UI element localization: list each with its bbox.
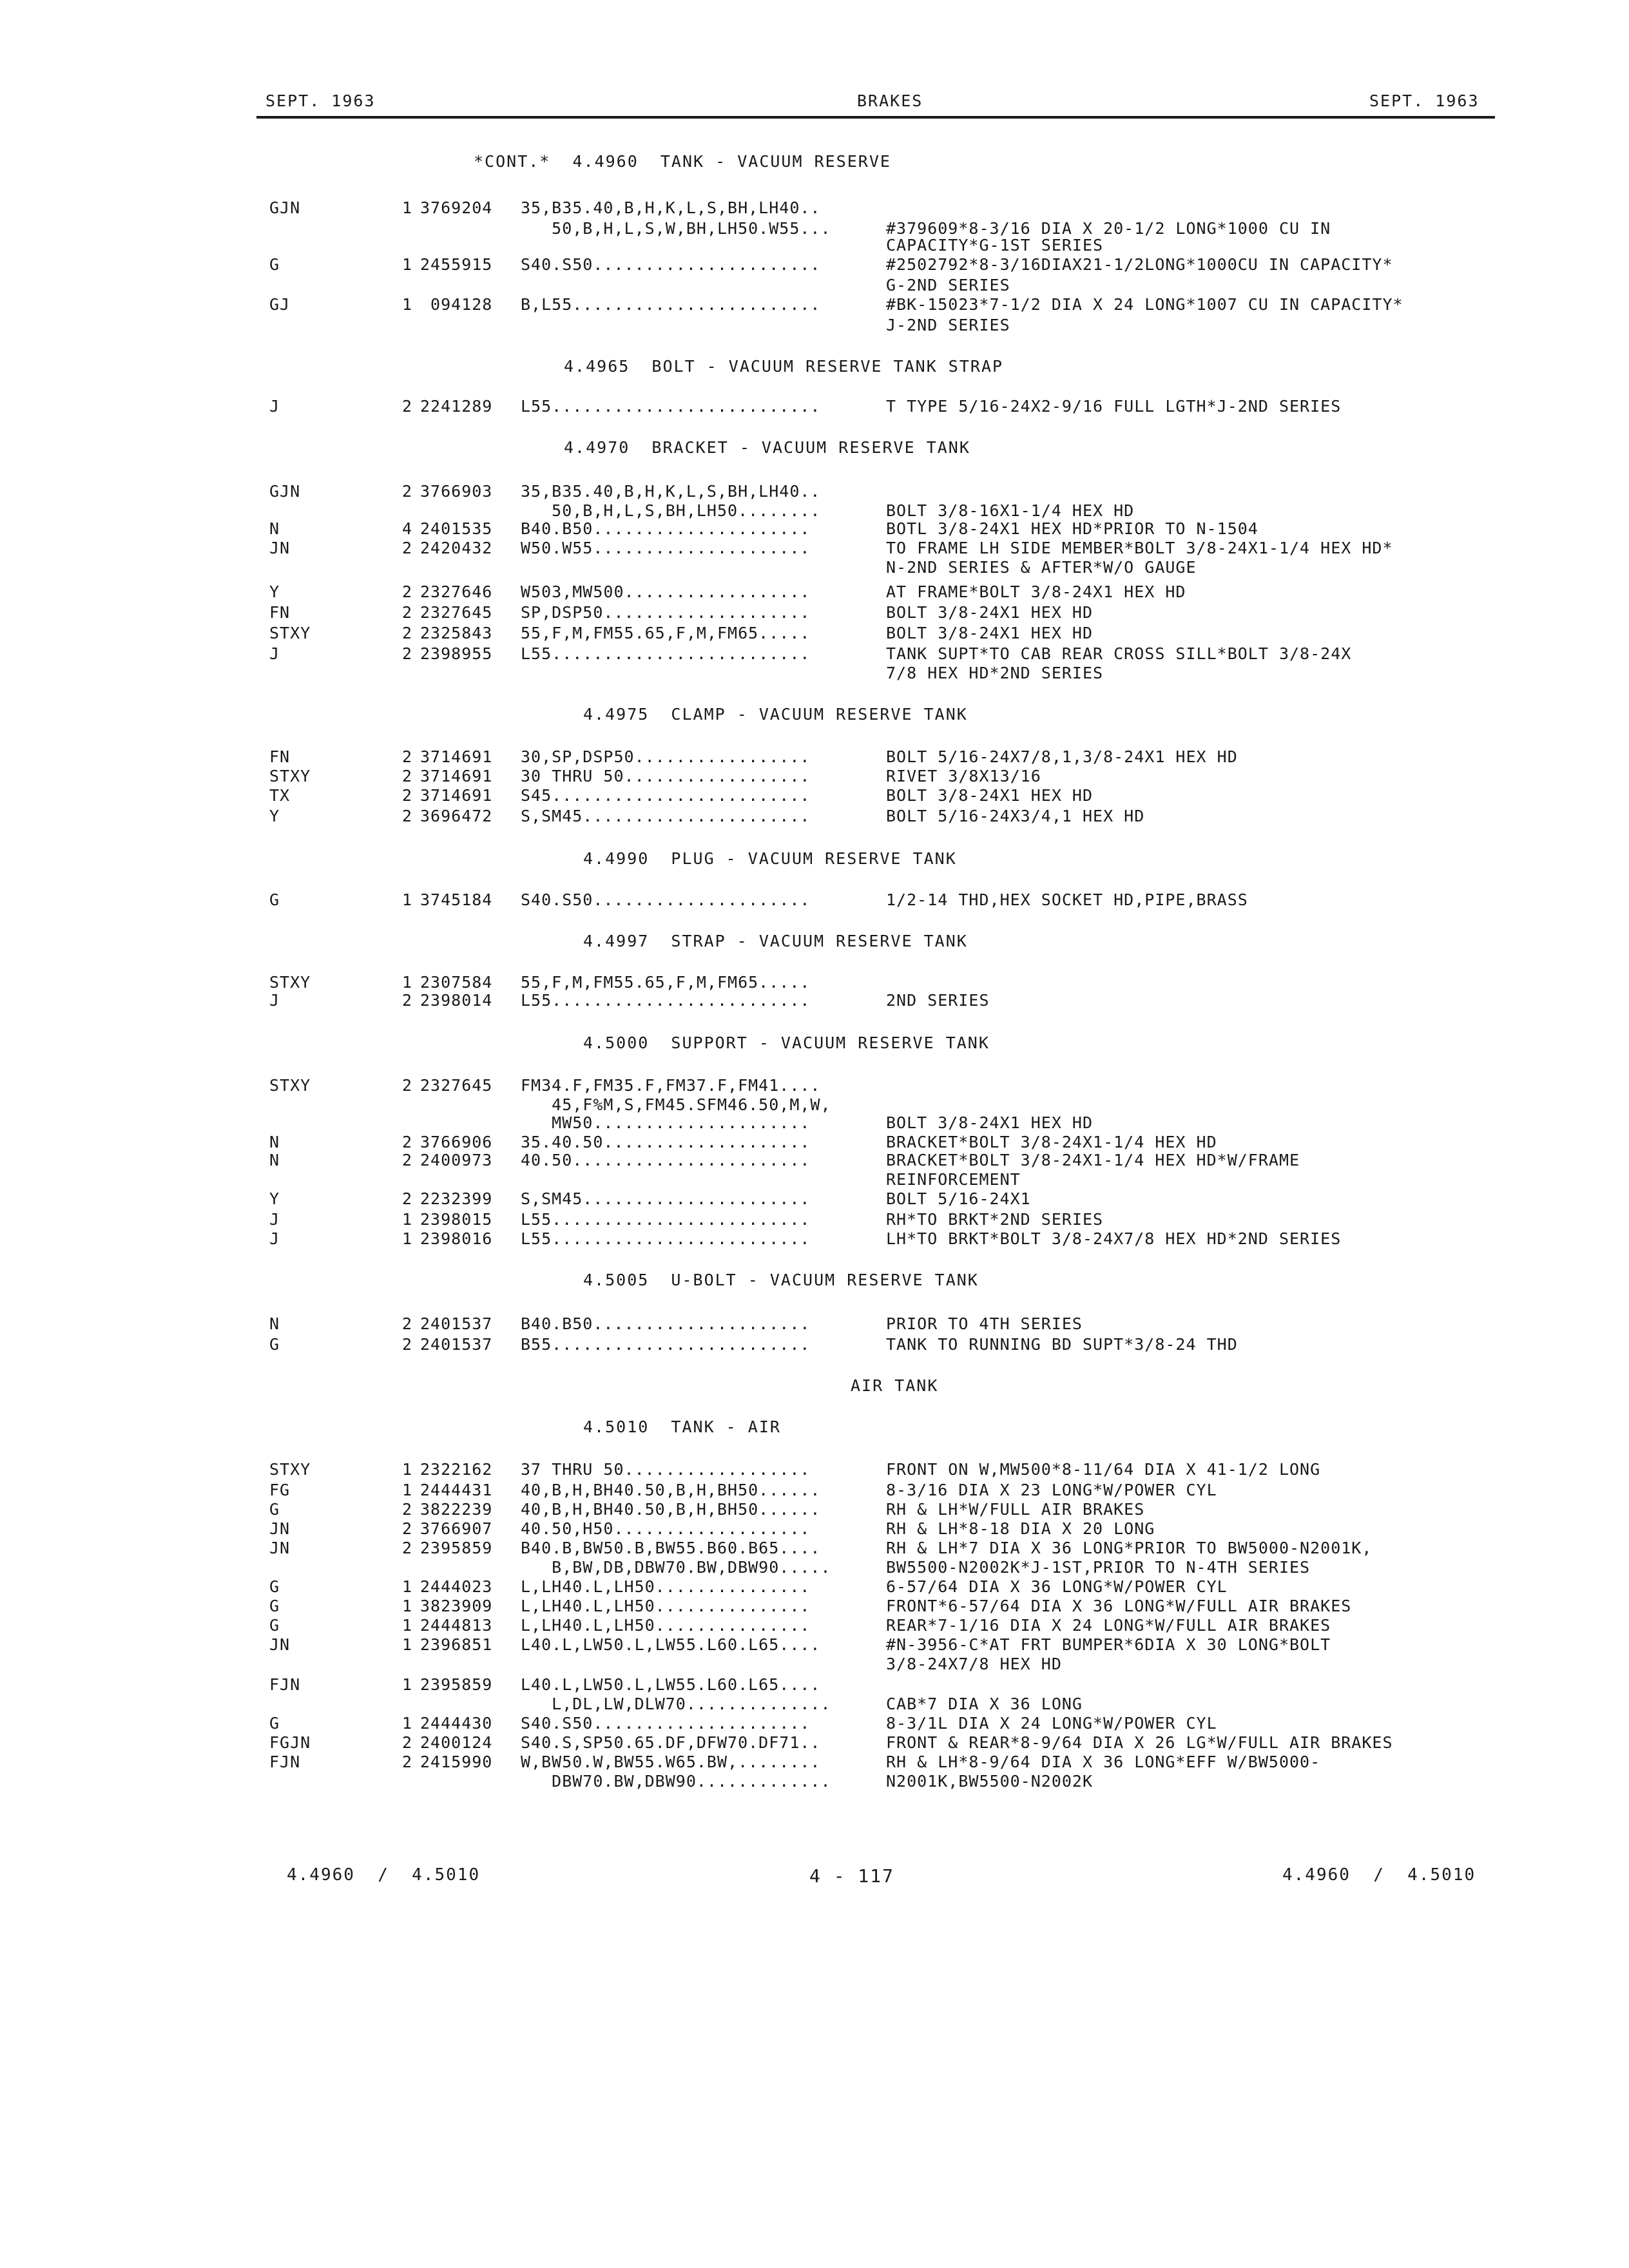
description: FRONT & REAR*8-9/64 DIA X 26 LG*W/FULL AIR BRAKES [886, 1733, 1393, 1752]
parts-row [0, 1189, 1629, 1210]
quantity: 1 [402, 1229, 413, 1248]
model-list: 40.50....................... [521, 1151, 811, 1169]
part-number: 2327645 [420, 1076, 493, 1095]
quantity: 2 [402, 747, 413, 766]
parts-row [0, 519, 1629, 540]
model-list: 50,B,H,L,S,W,BH,LH50.W55... [521, 219, 831, 238]
model-list: 35,B35.40,B,H,K,L,S,BH,LH40.. [521, 482, 821, 501]
model-code: FN [269, 747, 291, 766]
part-number: 3696472 [420, 807, 493, 825]
parts-row [0, 1314, 1629, 1335]
section-heading: 4.4970 BRACKET - VACUUM RESERVE TANK [564, 438, 970, 457]
model-code: FN [269, 603, 291, 622]
part-number: 2322162 [420, 1460, 493, 1479]
part-number: 3823909 [420, 1597, 493, 1615]
model-code: FG [269, 1481, 291, 1499]
parts-row [0, 747, 1629, 768]
model-list: 40.50,H50................... [521, 1519, 811, 1538]
section-heading: AIR TANK [851, 1376, 939, 1395]
parts-row [0, 582, 1629, 603]
model-list: DBW70.BW,DBW90............. [521, 1772, 831, 1791]
model-list: FM34.F,FM35.F,FM37.F,FM41.... [521, 1076, 821, 1095]
quantity: 2 [402, 539, 413, 557]
parts-row [0, 767, 1629, 787]
section-heading: 4.5000 SUPPORT - VACUUM RESERVE TANK [583, 1033, 990, 1052]
description: N2001K,BW5500-N2002K [886, 1772, 1094, 1791]
quantity: 1 [402, 255, 413, 274]
part-number: 2327645 [420, 603, 493, 622]
description: #379609*8-3/16 DIA X 20-1/2 LONG*1000 CU IN [886, 219, 1331, 238]
model-list: SP,DSP50.................... [521, 603, 811, 622]
model-list: 50,B,H,L,S,BH,LH50........ [521, 501, 821, 520]
model-list: 30 THRU 50.................. [521, 767, 811, 785]
model-code: J [269, 1229, 280, 1248]
part-number: 3822239 [420, 1500, 493, 1519]
description: CAPACITY*G-1ST SERIES [886, 236, 1104, 255]
header-date-left: SEPT. 1963 [265, 91, 376, 110]
part-number: 3714691 [420, 786, 493, 805]
part-number: 2325843 [420, 624, 493, 642]
description: 6-57/64 DIA X 36 LONG*W/POWER CYL [886, 1577, 1228, 1596]
description: G-2ND SERIES [886, 276, 1010, 294]
part-number: 3714691 [420, 767, 493, 785]
parts-row [0, 1655, 1629, 1675]
model-code: STXY [269, 767, 311, 785]
quantity: 2 [402, 1189, 413, 1208]
description: TANK SUPT*TO CAB REAR CROSS SILL*BOLT 3/8-24X [886, 644, 1352, 663]
parts-row [0, 644, 1629, 665]
quantity: 2 [402, 644, 413, 663]
parts-row [0, 558, 1629, 579]
model-list: 30,SP,DSP50................. [521, 747, 811, 766]
parts-row [0, 1635, 1629, 1656]
parts-row [0, 1151, 1629, 1171]
part-number: 2398955 [420, 644, 493, 663]
model-code: N [269, 1151, 280, 1169]
part-number: 2455915 [420, 255, 493, 274]
header-title: BRAKES [857, 91, 923, 110]
quantity: 2 [402, 1539, 413, 1557]
part-number: 2401537 [420, 1335, 493, 1354]
model-code: GJ [269, 295, 291, 314]
description: RH*TO BRKT*2ND SERIES [886, 1210, 1104, 1229]
model-list: B40.B50..................... [521, 519, 811, 538]
quantity: 2 [402, 1519, 413, 1538]
model-list: S40.S50..................... [521, 1714, 811, 1733]
model-list: L55......................... [521, 644, 811, 663]
model-list: B55......................... [521, 1335, 811, 1354]
parts-row [0, 539, 1629, 559]
description: BRACKET*BOLT 3/8-24X1-1/4 HEX HD*W/FRAME [886, 1151, 1300, 1169]
description: PRIOR TO 4TH SERIES [886, 1314, 1083, 1333]
quantity: 1 [402, 198, 413, 217]
description: LH*TO BRKT*BOLT 3/8-24X7/8 HEX HD*2ND SERIES [886, 1229, 1342, 1248]
parts-row [0, 1675, 1629, 1696]
quantity: 2 [402, 991, 413, 1010]
description: REAR*7-1/16 DIA X 24 LONG*W/FULL AIR BRAKES [886, 1616, 1331, 1635]
description: CAB*7 DIA X 36 LONG [886, 1695, 1083, 1713]
quantity: 2 [402, 582, 413, 601]
part-number: 2415990 [420, 1753, 493, 1771]
header-date-right: SEPT. 1963 [1369, 91, 1480, 110]
parts-row [0, 1210, 1629, 1231]
model-list: L,DL,LW,DLW70.............. [521, 1695, 831, 1713]
description: 8-3/1L DIA X 24 LONG*W/POWER CYL [886, 1714, 1217, 1733]
quantity: 1 [402, 1481, 413, 1499]
model-list: L55......................... [521, 1229, 811, 1248]
model-list: W50.W55..................... [521, 539, 811, 557]
quantity: 2 [402, 807, 413, 825]
description: BOLT 3/8-16X1-1/4 HEX HD [886, 501, 1135, 520]
quantity: 1 [402, 1635, 413, 1654]
parts-row [0, 1695, 1629, 1715]
part-number: 2398016 [420, 1229, 493, 1248]
model-list: L55......................... [521, 991, 811, 1010]
description: T TYPE 5/16-24X2-9/16 FULL LGTH*J-2ND SERIES [886, 397, 1342, 416]
model-list: 35.40.50.................... [521, 1133, 811, 1151]
description: BOTL 3/8-24X1 HEX HD*PRIOR TO N-1504 [886, 519, 1258, 538]
model-code: Y [269, 1189, 280, 1208]
quantity: 1 [402, 1460, 413, 1479]
parts-row [0, 1577, 1629, 1598]
parts-row [0, 1076, 1629, 1097]
part-number: 2444023 [420, 1577, 493, 1596]
model-list: W,BW50.W,BW55.W65.BW,........ [521, 1753, 821, 1771]
description: 3/8-24X7/8 HEX HD [886, 1655, 1062, 1673]
parts-row [0, 1616, 1629, 1637]
description: RH & LH*7 DIA X 36 LONG*PRIOR TO BW5000-N2001K, [886, 1539, 1373, 1557]
parts-row [0, 664, 1629, 684]
part-number: 2401535 [420, 519, 493, 538]
model-code: GJN [269, 198, 301, 217]
model-list: L40.L,LW50.L,LW55.L60.L65.... [521, 1675, 821, 1694]
part-number: 2401537 [420, 1314, 493, 1333]
model-list: S45......................... [521, 786, 811, 805]
part-number: 2444430 [420, 1714, 493, 1733]
parts-row [0, 482, 1629, 503]
description: REINFORCEMENT [886, 1170, 1021, 1189]
quantity: 2 [402, 603, 413, 622]
parts-row [0, 1460, 1629, 1481]
model-list: 55,F,M,FM55.65,F,M,FM65..... [521, 973, 811, 992]
description: RH & LH*W/FULL AIR BRAKES [886, 1500, 1145, 1519]
model-code: Y [269, 807, 280, 825]
parts-row [0, 1113, 1629, 1134]
parts-row [0, 807, 1629, 827]
parts-row [0, 316, 1629, 336]
part-number: 2241289 [420, 397, 493, 416]
model-code: JN [269, 1635, 291, 1654]
parts-row [0, 1714, 1629, 1735]
parts-row [0, 255, 1629, 276]
parts-row [0, 1597, 1629, 1617]
description: FRONT ON W,MW500*8-11/64 DIA X 41-1/2 LONG [886, 1460, 1321, 1479]
part-number: 2395859 [420, 1675, 493, 1694]
parts-row [0, 786, 1629, 807]
model-list: S,SM45...................... [521, 807, 811, 825]
model-code: G [269, 1616, 280, 1635]
model-list: L55......................... [521, 1210, 811, 1229]
model-list: 37 THRU 50.................. [521, 1460, 811, 1479]
quantity: 2 [402, 1335, 413, 1354]
model-code: N [269, 519, 280, 538]
model-code: G [269, 255, 280, 274]
model-list: L55.......................... [521, 397, 821, 416]
parts-row [0, 1753, 1629, 1773]
part-number: 2420432 [420, 539, 493, 557]
parts-row [0, 397, 1629, 418]
part-number: 094128 [420, 295, 493, 314]
model-code: J [269, 1210, 280, 1229]
description: 2ND SERIES [886, 991, 990, 1010]
quantity: 1 [402, 1210, 413, 1229]
parts-row [0, 603, 1629, 624]
model-list: L,LH40.L,LH50............... [521, 1616, 811, 1635]
quantity: 2 [402, 1500, 413, 1519]
part-number: 2396851 [420, 1635, 493, 1654]
section-heading: 4.5010 TANK - AIR [583, 1418, 781, 1436]
quantity: 2 [402, 1076, 413, 1095]
model-code: STXY [269, 973, 311, 992]
part-number: 2400973 [420, 1151, 493, 1169]
model-list: 45,F%M,S,FM45.SFM46.50,M,W, [521, 1095, 831, 1114]
parts-row [0, 624, 1629, 644]
description: 8-3/16 DIA X 23 LONG*W/POWER CYL [886, 1481, 1217, 1499]
quantity: 2 [402, 1753, 413, 1771]
description: 1/2-14 THD,HEX SOCKET HD,PIPE,BRASS [886, 890, 1248, 909]
part-number: 2395859 [420, 1539, 493, 1557]
model-code: FJN [269, 1675, 301, 1694]
quantity: 4 [402, 519, 413, 538]
quantity: 2 [402, 624, 413, 642]
description: #N-3956-C*AT FRT BUMPER*6DIA X 30 LONG*BOLT [886, 1635, 1331, 1654]
description: J-2ND SERIES [886, 316, 1010, 334]
quantity: 1 [402, 1597, 413, 1615]
model-code: J [269, 397, 280, 416]
part-number: 2444431 [420, 1481, 493, 1499]
description: BOLT 5/16-24X7/8,1,3/8-24X1 HEX HD [886, 747, 1238, 766]
model-list: 55,F,M,FM55.65,F,M,FM65..... [521, 624, 811, 642]
quantity: 1 [402, 973, 413, 992]
model-list: W503,MW500.................. [521, 582, 811, 601]
footer-range-left: 4.4960 / 4.5010 [287, 1865, 481, 1885]
model-list: 40,B,H,BH40.50,B,H,BH50...... [521, 1481, 821, 1499]
quantity: 2 [402, 1314, 413, 1333]
description: BOLT 5/16-24X3/4,1 HEX HD [886, 807, 1145, 825]
quantity: 2 [402, 397, 413, 416]
model-list: L,LH40.L,LH50............... [521, 1577, 811, 1596]
model-code: FJN [269, 1753, 301, 1771]
model-list: 40,B,H,BH40.50,B,H,BH50...... [521, 1500, 821, 1519]
part-number: 3769204 [420, 198, 493, 217]
model-code: G [269, 1714, 280, 1733]
description: BOLT 3/8-24X1 HEX HD [886, 624, 1094, 642]
quantity: 2 [402, 1133, 413, 1151]
parts-row [0, 276, 1629, 296]
section-heading: 4.4990 PLUG - VACUUM RESERVE TANK [583, 849, 957, 868]
parts-row [0, 991, 1629, 1012]
model-code: JN [269, 539, 291, 557]
description: RH & LH*8-18 DIA X 20 LONG [886, 1519, 1155, 1538]
model-list: 35,B35.40,B,H,K,L,S,BH,LH40.. [521, 198, 821, 217]
parts-row [0, 198, 1629, 219]
description: #2502792*8-3/16DIAX21-1/2LONG*1000CU IN CAPACITY* [886, 255, 1393, 274]
part-number: 2307584 [420, 973, 493, 992]
page-number: 4 - 117 [809, 1865, 895, 1887]
description: BOLT 5/16-24X1 [886, 1189, 1031, 1208]
part-number: 3766907 [420, 1519, 493, 1538]
quantity: 1 [402, 1714, 413, 1733]
description: #BK-15023*7-1/2 DIA X 24 LONG*1007 CU IN CAPACITY* [886, 295, 1403, 314]
quantity: 1 [402, 890, 413, 909]
model-code: N [269, 1314, 280, 1333]
parts-row [0, 295, 1629, 316]
description: BOLT 3/8-24X1 HEX HD [886, 603, 1094, 622]
model-list: S40.S50...................... [521, 255, 821, 274]
model-code: Y [269, 582, 280, 601]
model-code: G [269, 1597, 280, 1615]
model-list: B,L55........................ [521, 295, 821, 314]
model-list: MW50..................... [521, 1113, 811, 1132]
parts-row [0, 1539, 1629, 1559]
model-list: B40.B50..................... [521, 1314, 811, 1333]
model-code: N [269, 1133, 280, 1151]
model-code: JN [269, 1539, 291, 1557]
quantity: 2 [402, 1151, 413, 1169]
model-code: FGJN [269, 1733, 311, 1752]
part-number: 2400124 [420, 1733, 493, 1752]
description: BOLT 3/8-24X1 HEX HD [886, 1113, 1094, 1132]
description: TANK TO RUNNING BD SUPT*3/8-24 THD [886, 1335, 1238, 1354]
part-number: 3766903 [420, 482, 493, 501]
description: BRACKET*BOLT 3/8-24X1-1/4 HEX HD [886, 1133, 1217, 1151]
model-list: B40.B,BW50.B,BW55.B60.B65.... [521, 1539, 821, 1557]
parts-row [0, 1481, 1629, 1501]
parts-row [0, 236, 1629, 256]
model-code: STXY [269, 1076, 311, 1095]
parts-row [0, 1733, 1629, 1754]
part-number: 2232399 [420, 1189, 493, 1208]
model-list: S40.S,SP50.65.DF,DFW70.DF71.. [521, 1733, 821, 1752]
quantity: 1 [402, 295, 413, 314]
parts-row [0, 890, 1629, 911]
description: TO FRAME LH SIDE MEMBER*BOLT 3/8-24X1-1/4 HEX HD* [886, 539, 1393, 557]
section-heading: 4.5005 U-BOLT - VACUUM RESERVE TANK [583, 1271, 979, 1289]
parts-row [0, 1772, 1629, 1792]
footer-range-right: 4.4960 / 4.5010 [1282, 1865, 1476, 1885]
quantity: 2 [402, 786, 413, 805]
model-code: J [269, 991, 280, 1010]
part-number: 2444813 [420, 1616, 493, 1635]
part-number: 2398015 [420, 1210, 493, 1229]
description: BOLT 3/8-24X1 HEX HD [886, 786, 1094, 805]
model-code: G [269, 1500, 280, 1519]
part-number: 2398014 [420, 991, 493, 1010]
quantity: 2 [402, 1733, 413, 1752]
model-code: G [269, 1577, 280, 1596]
model-code: G [269, 890, 280, 909]
model-list: L,LH40.L,LH50............... [521, 1597, 811, 1615]
quantity: 1 [402, 1616, 413, 1635]
quantity: 1 [402, 1675, 413, 1694]
parts-row [0, 1335, 1629, 1356]
model-code: JN [269, 1519, 291, 1538]
quantity: 2 [402, 482, 413, 501]
quantity: 2 [402, 767, 413, 785]
model-code: TX [269, 786, 291, 805]
model-list: S40.S50..................... [521, 890, 811, 909]
description: RIVET 3/8X13/16 [886, 767, 1041, 785]
part-number: 3745184 [420, 890, 493, 909]
description: N-2ND SERIES & AFTER*W/O GAUGE [886, 558, 1197, 577]
description: 7/8 HEX HD*2ND SERIES [886, 664, 1104, 682]
model-code: G [269, 1335, 280, 1354]
parts-row [0, 1558, 1629, 1579]
description: RH & LH*8-9/64 DIA X 36 LONG*EFF W/BW5000- [886, 1753, 1321, 1771]
parts-row [0, 1229, 1629, 1250]
model-code: GJN [269, 482, 301, 501]
model-list: L40.L,LW50.L,LW55.L60.L65.... [521, 1635, 821, 1654]
parts-row [0, 1170, 1629, 1191]
part-number: 3714691 [420, 747, 493, 766]
section-heading: *CONT.* 4.4960 TANK - VACUUM RESERVE [474, 152, 891, 171]
parts-row [0, 1500, 1629, 1521]
model-list: S,SM45...................... [521, 1189, 811, 1208]
section-heading: 4.4975 CLAMP - VACUUM RESERVE TANK [583, 705, 968, 724]
section-heading: 4.4997 STRAP - VACUUM RESERVE TANK [583, 932, 968, 950]
section-heading: 4.4965 BOLT - VACUUM RESERVE TANK STRAP [564, 357, 1004, 376]
description: AT FRAME*BOLT 3/8-24X1 HEX HD [886, 582, 1186, 601]
model-code: STXY [269, 1460, 311, 1479]
parts-row [0, 1519, 1629, 1540]
model-list: B,BW,DB,DBW70.BW,DBW90..... [521, 1558, 831, 1577]
model-code: STXY [269, 624, 311, 642]
part-number: 2327646 [420, 582, 493, 601]
model-code: J [269, 644, 280, 663]
quantity: 1 [402, 1577, 413, 1596]
description: FRONT*6-57/64 DIA X 36 LONG*W/FULL AIR BRAKES [886, 1597, 1352, 1615]
part-number: 3766906 [420, 1133, 493, 1151]
description: BW5500-N2002K*J-1ST,PRIOR TO N-4TH SERIES [886, 1558, 1311, 1577]
